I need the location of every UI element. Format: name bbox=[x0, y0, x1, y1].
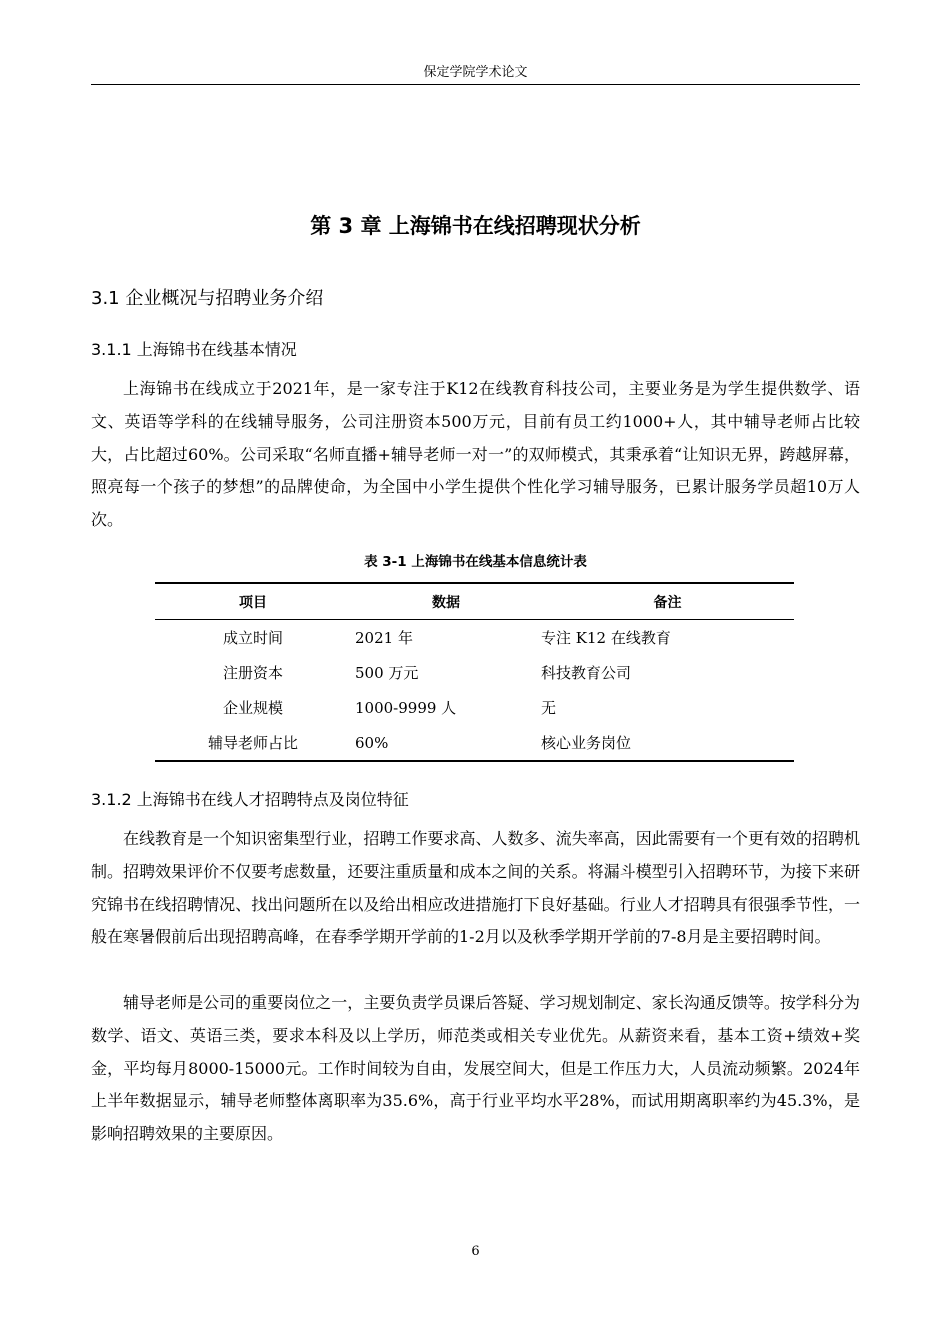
table-row bbox=[155, 620, 794, 656]
page-number: 6 bbox=[471, 1244, 480, 1259]
chapter-title: 第 3 章 上海锦书在线招聘现状分析 bbox=[310, 214, 641, 238]
table-header-cell: 备注 bbox=[541, 583, 794, 620]
table-row bbox=[155, 690, 794, 725]
paragraph-tutor-position: 辅导老师是公司的重要岗位之一，主要负责学员课后答疑、学习规划制定、家长沟通反馈等。按学科分为数学、语文、英语三类，要求本科及以上学历，师范类或相关专业优先。从薪资来看，基本工资+绩效+奖金，平均每月8000-15000元。工作时间较为自由，发展空间大，但是工作压力大，人员流动频繁。2024年上半年数据显示，辅导老师整体离职率为35.6%，高于行业平均水平28%，而试用期离职率约为45.3%，是影响招聘效果的主要原因。 bbox=[91, 993, 860, 1144]
table-header-row bbox=[155, 583, 794, 620]
table-cell: 核心业务岗位 bbox=[541, 725, 794, 761]
table-cell: 2021 年 bbox=[355, 629, 413, 647]
table-row bbox=[155, 725, 794, 761]
company-info-table bbox=[155, 582, 794, 762]
table-header-cell: 数据 bbox=[351, 583, 541, 620]
running-header: 保定学院学术论文 bbox=[423, 65, 528, 80]
section-heading-3-1-1: 3.1.1 上海锦书在线基本情况 bbox=[91, 340, 297, 359]
paragraph-company-overview: 上海锦书在线成立于2021年，是一家专注于K12在线教育科技公司，主要业务是为学生提供数学、语文、英语等学科的在线辅导服务，公司注册资本500万元，目前有员工约1000+人，其中辅导老师占比较大，占比超过60%。公司采取“名师直播+辅导老师一对一”的双师模式，其秉承着“让知识无界，跨越屏幕，照亮每一个孩子的梦想”的品牌使命，为全国中小学生提供个性化学习辅导服务，已累计服务学员超10万人次。 bbox=[91, 379, 860, 530]
header-rule bbox=[91, 84, 860, 85]
table-cell: 60% bbox=[351, 725, 541, 761]
table-caption: 表 3-1 上海锦书在线基本信息统计表 bbox=[364, 554, 587, 570]
table-cell: 500 万元 bbox=[355, 664, 419, 682]
table-cell: 专注 K12 在线教育 bbox=[541, 629, 671, 647]
table-row bbox=[155, 655, 794, 690]
table-cell: 成立时间 bbox=[222, 629, 283, 647]
paragraph-recruitment-characteristics: 在线教育是一个知识密集型行业，招聘工作要求高、人数多、流失率高，因此需要有一个更有效的招聘机制。招聘效果评价不仅要考虑数量，还要注重质量和成本之间的关系。将漏斗模型引入招聘环节，为接下来研究锦书在线招聘情况、找出问题所在以及给出相应改进措施打下良好基础。行业人才招聘具有很强季节性，一般在寒暑假前后出现招聘高峰，在春季学期开学前的1-2月以及秋季学期开学前的7-8月是主要招聘时间。 bbox=[91, 829, 860, 947]
section-heading-3-1: 3.1 企业概况与招聘业务介绍 bbox=[91, 288, 324, 309]
section-heading-3-1-2: 3.1.2 上海锦书在线人才招聘特点及岗位特征 bbox=[91, 790, 409, 809]
table-cell: 企业规模 bbox=[222, 699, 283, 717]
table-cell: 科技教育公司 bbox=[541, 664, 632, 682]
table-cell: 注册资本 bbox=[222, 664, 283, 682]
table-header-cell: 项目 bbox=[155, 583, 351, 620]
table-cell: 1000-9999 人 bbox=[355, 699, 457, 717]
table-cell: 无 bbox=[541, 699, 557, 717]
table-cell: 辅导老师占比 bbox=[155, 725, 351, 761]
